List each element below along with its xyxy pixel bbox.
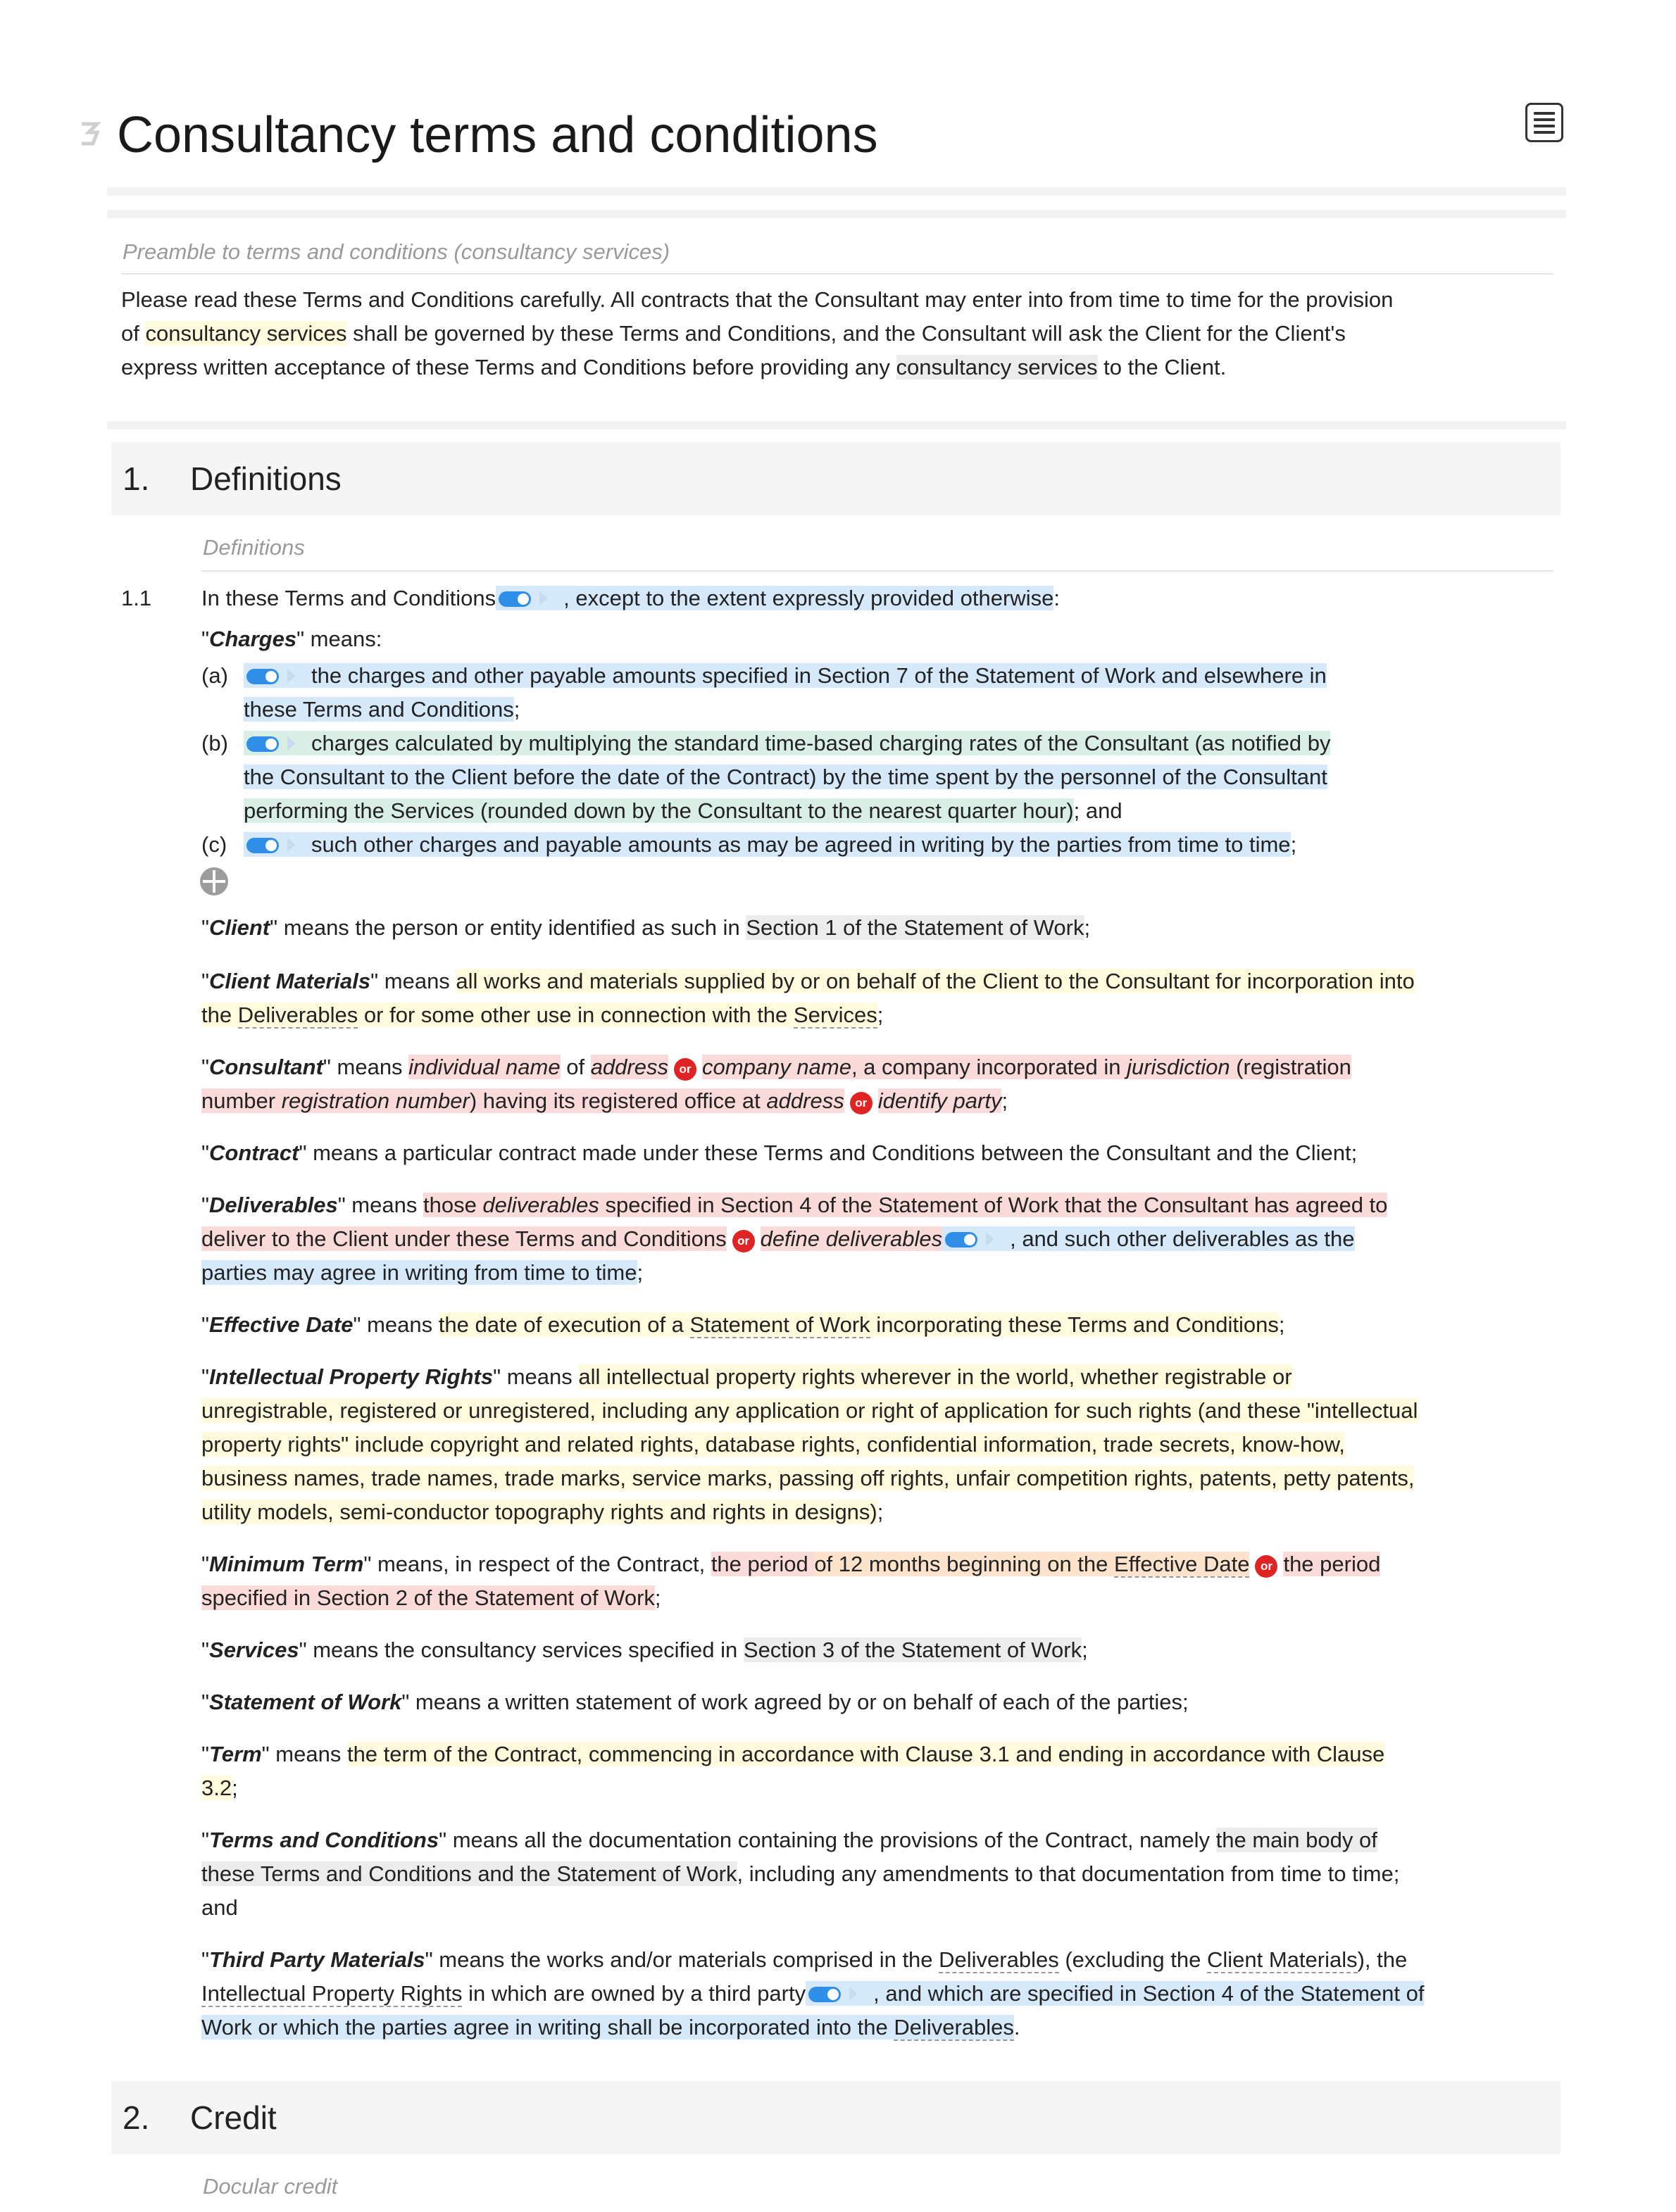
list-label: (c) <box>201 832 227 857</box>
variable-field[interactable]: address <box>590 1055 668 1079</box>
or-option-icon[interactable]: or <box>732 1230 755 1252</box>
clause-1-1-text: In these Terms and Conditions , except to the extent expressly provided otherwise: <box>201 582 1060 615</box>
option-toggle-icon[interactable] <box>942 1222 1010 1256</box>
docular-logo-icon <box>79 120 101 148</box>
section-heading-definitions: 1. Definitions <box>111 442 1561 515</box>
definition-minimum-term: "Minimum Term" means, in respect of the Contract, the period of 12 months beginning on the Effective Date or the period specified in Section 2 of the Statement of Work; <box>201 1552 1381 1610</box>
definition-terms-and-conditions: "Terms and Conditions" means all the documentation containing the provisions of the Contract, namely the main body of these Terms and Conditions and the Statement of Work, including any amendments to that documentation from time to time; and <box>201 1828 1400 1920</box>
charges-option-b: charges calculated by multiplying the standard time-based charging rates of the Consultant (as notified by the Consultant to the Client before the date of the Contract) by the time spent by the personnel of the Consultant performing the Services (rounded down by the Consultant to the nearest quarter hour); and <box>244 727 1330 828</box>
definition-consultant: "Consultant" means individual name of address or company name, a company incorporated in jurisdiction (registration number registration number) having its registered office at address or identify party; <box>201 1055 1351 1113</box>
variable-field[interactable]: identify party <box>877 1088 1002 1113</box>
document-title: Consultancy terms and conditions <box>117 107 878 163</box>
option-toggle-icon[interactable] <box>806 1977 873 2011</box>
variable-field[interactable]: define deliverables <box>760 1226 943 1251</box>
option-toggle-icon[interactable] <box>244 727 311 760</box>
definition-statement-of-work: "Statement of Work" means a written statement of work agreed by or on behalf of each of the parties; <box>201 1690 1189 1714</box>
divider <box>107 421 1566 429</box>
divider <box>201 570 1553 572</box>
definition-third-party-materials: "Third Party Materials" means the works and/or materials comprised in the Deliverables (excluding the Client Materials), the Intellectual Property Rights in which are owned by a third party , and which are specified in Section 4 of the Statement of Work or which the parties agree in writing shall be incorporated into the Deliverables. <box>201 1947 1425 2040</box>
variable-field[interactable]: deliverables <box>482 1193 599 1217</box>
definition-effective-date: "Effective Date" means the date of execution of a Statement of Work incorporating these Terms and Conditions; <box>201 1312 1285 1337</box>
list-label: (b) <box>201 731 228 755</box>
charges-option-c: such other charges and payable amounts as may be agreed in writing by the parties from time to time; <box>244 828 1296 862</box>
definition-client: "Client" means the person or entity identified as such in Section 1 of the Statement of Work; <box>201 915 1091 940</box>
definition-term: "Term" means the term of the Contract, commencing in accordance with Clause 3.1 and ending in accordance with Clause 3.2; <box>201 1742 1385 1800</box>
preamble-text: Please read these Terms and Conditions carefully. All contracts that the Consultant may enter into from time to time for the provision of consultancy services shall be governed by these Terms and Conditions, and the Consultant will ask the Client for the Client's express written acceptance of these Terms and Conditions before providing any consultancy services to the Client. <box>121 287 1394 379</box>
table-of-contents-icon[interactable] <box>1525 103 1563 142</box>
variable-field[interactable]: registration number <box>281 1088 470 1113</box>
variable-field[interactable]: jurisdiction <box>1127 1055 1230 1079</box>
variable-field[interactable]: address <box>766 1088 844 1113</box>
option-toggle-icon[interactable] <box>244 659 311 693</box>
option-toggle-icon[interactable] <box>244 828 311 862</box>
or-option-icon[interactable]: or <box>674 1058 696 1081</box>
divider <box>107 187 1566 196</box>
section-hint: Docular credit <box>203 2174 338 2199</box>
definition-client-materials: "Client Materials" means all works and materials supplied by or on behalf of the Client to the Consultant for incorporation into the Deliverables or for some other use in connection with the Services; <box>201 969 1415 1027</box>
section-hint: Definitions <box>203 535 305 560</box>
definition-deliverables: "Deliverables" means those deliverables specified in Section 4 of the Statement of Work that the Consultant has agreed to deliver to the Client under these Terms and Conditions or define deliverables , and such other deliverables as the parties may agree in writing from time to time; <box>201 1193 1388 1285</box>
or-option-icon[interactable]: or <box>850 1092 873 1114</box>
divider <box>121 273 1553 275</box>
list-label: (a) <box>201 663 228 688</box>
divider <box>107 210 1566 218</box>
charges-option-a: the charges and other payable amounts specified in Section 7 of the Statement of Work and elsewhere in these Terms and Conditions; <box>244 659 1327 727</box>
add-option-icon[interactable] <box>200 867 228 896</box>
definition-charges: "Charges" means: <box>201 627 382 651</box>
preamble-hint: Preamble to terms and conditions (consultancy services) <box>123 239 670 264</box>
option-toggle-icon[interactable] <box>496 582 563 615</box>
definition-intellectual-property-rights: "Intellectual Property Rights" means all intellectual property rights wherever in the world, whether registrable or unregistrable, registered or unregistered, including any application or right of application for such rights (and these "intellectual property rights" include copyright and related rights, database rights, confidential information, trade secrets, know-how, business names, trade names, trade marks, service marks, passing off rights, unfair competition rights, patents, petty patents, utility models, semi-conductor topography rights and rights in designs); <box>201 1364 1418 1524</box>
definition-services: "Services" means the consultancy services specified in Section 3 of the Statement of Work; <box>201 1638 1088 1662</box>
clause-number: 1.1 <box>121 586 152 610</box>
variable-field[interactable]: company name <box>701 1055 851 1079</box>
section-heading-credit: 2. Credit <box>111 2081 1561 2154</box>
definition-contract: "Contract" means a particular contract made under these Terms and Conditions between the Consultant and the Client; <box>201 1140 1358 1165</box>
or-option-icon[interactable]: or <box>1255 1555 1277 1578</box>
variable-field[interactable]: individual name <box>408 1055 561 1079</box>
